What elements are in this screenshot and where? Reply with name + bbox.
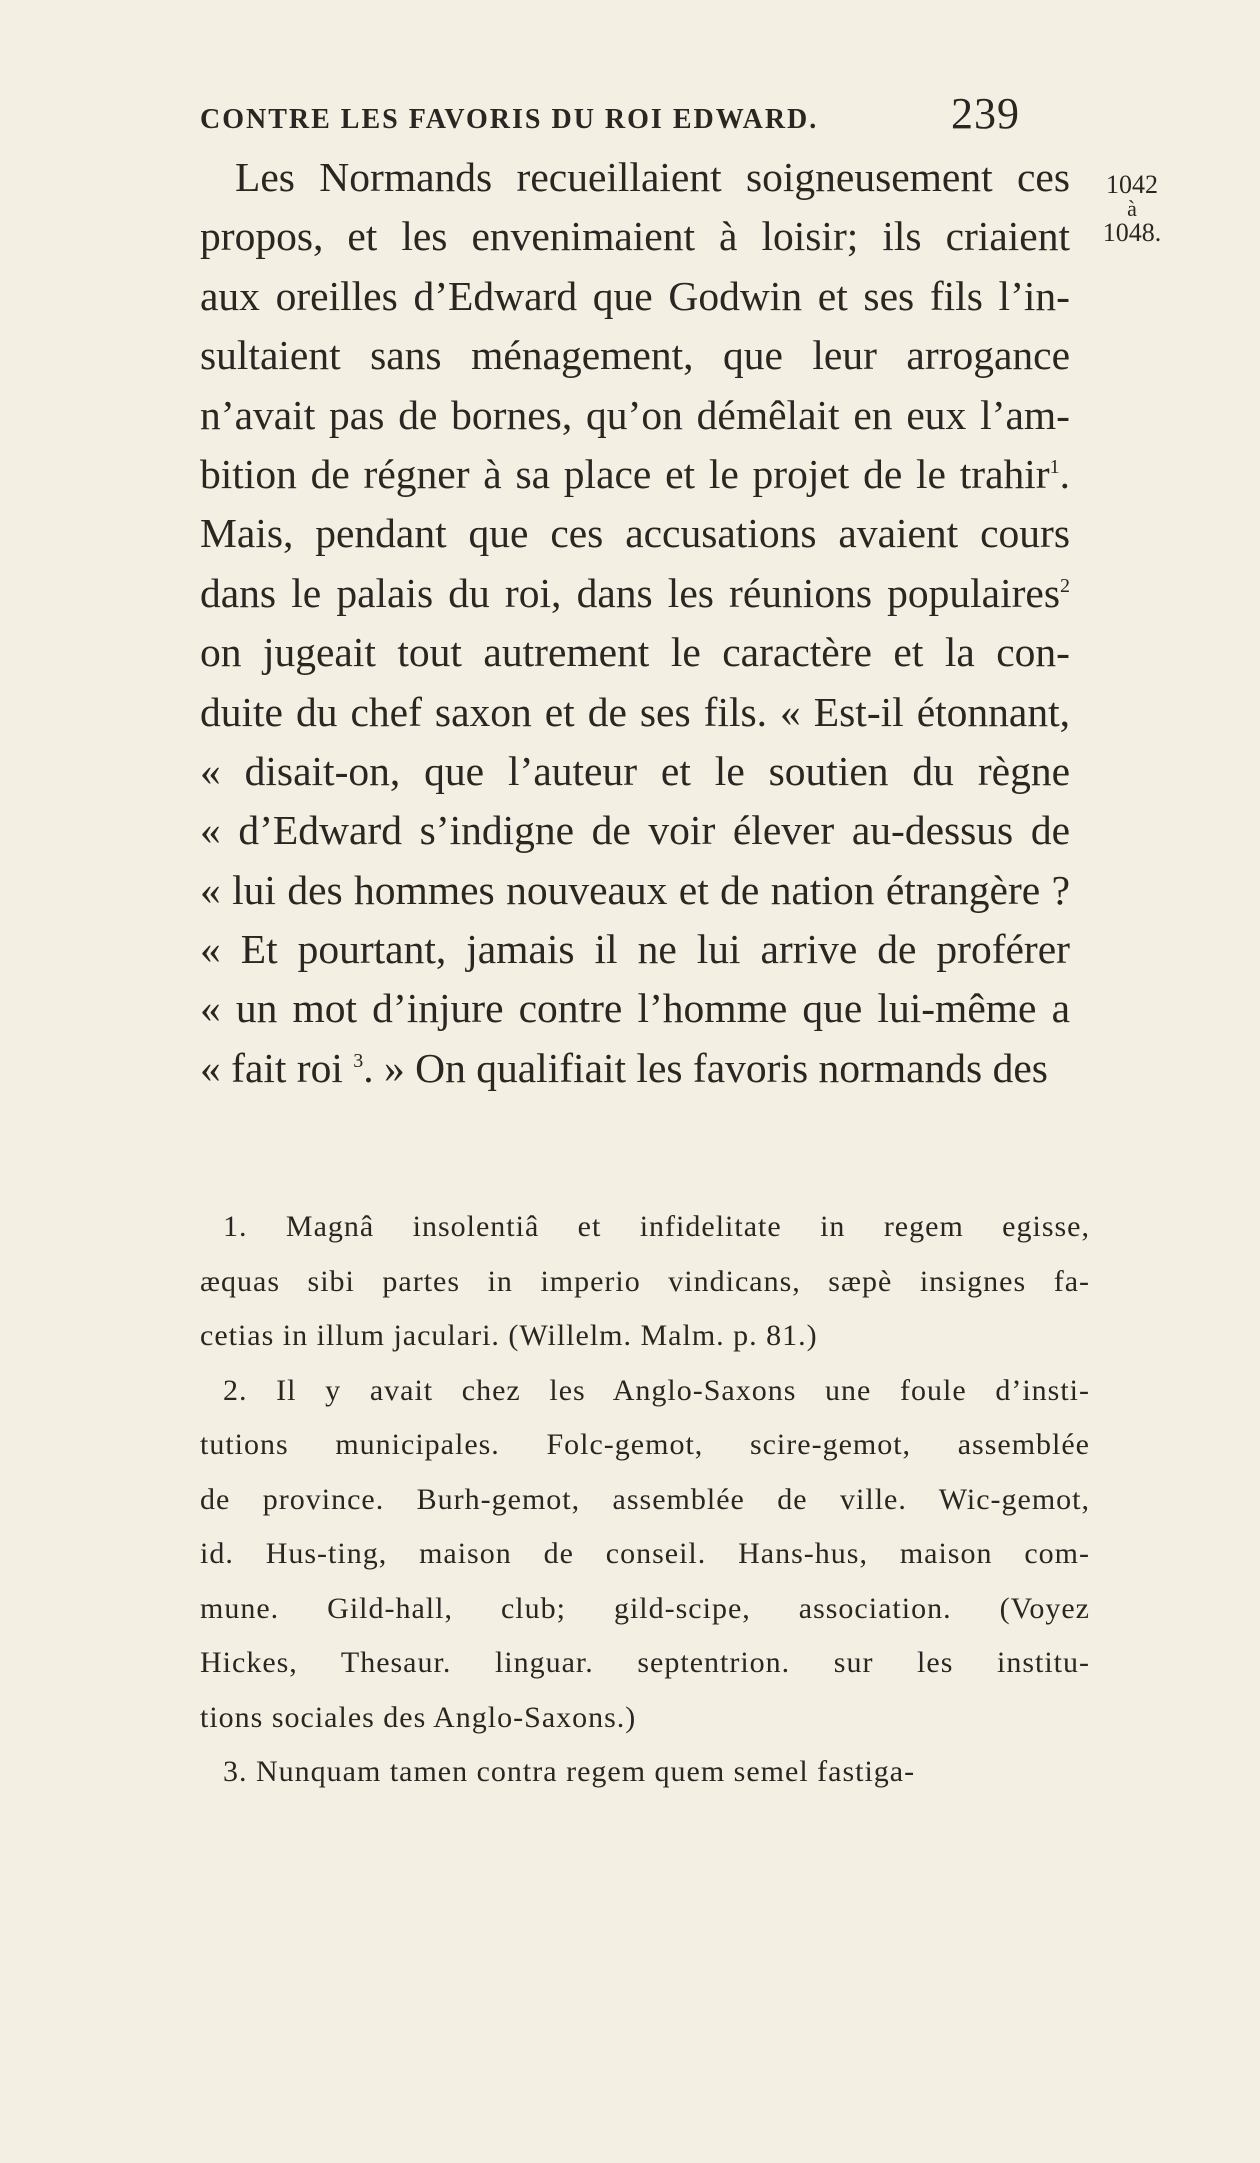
body-line: Les Normands recueillaient soigneusement ces [235, 154, 1070, 200]
body-line: on jugeait tout autrement le caractère et la con- [200, 629, 1070, 676]
body-line: aux oreilles d’Edward que Godwin et ses fils l’in- [200, 272, 1070, 319]
body-line: bition de régner à sa place et le projet de le trahir$^1$. [200, 450, 1070, 497]
body-line-text: « fait roi [200, 1044, 343, 1091]
body-line: sultaient sans ménagement, que leur arrogance [200, 332, 1070, 379]
body-line-text: . » On qualifiait les favoris normands des [363, 1044, 1048, 1091]
footnote-line: id. Hus-ting, maison de conseil. Hans-hus, maison com- [200, 1537, 1090, 1570]
footnote-line: cetias in illum jaculari. (Willelm. Malm. p. 81.) [200, 1319, 818, 1352]
footnote-line: 2. Il y avait chez les Anglo-Saxons une foule d’insti- [223, 1373, 1090, 1407]
body-line [200, 564, 1070, 623]
footnote-line: tutions municipales. Folc-gemot, scire-gemot, assemblée [200, 1428, 1090, 1461]
body-line [200, 1039, 1070, 1098]
body-line: « un mot d’injure contre l’homme que lui-même a [200, 985, 1070, 1032]
margin-date-start: 1042 [1106, 170, 1158, 199]
body-line: « lui des hommes nouveaux et de nation étrangère ? [200, 866, 1070, 913]
footnote-ref-1: 1 [1049, 456, 1060, 479]
footnote-line: Hickes, Thesaur. linguar. septentrion. sur les institu- [200, 1646, 1090, 1679]
body-line-text: bition de régner à sa place et le projet de le trahir [200, 450, 1050, 497]
footnote-line: de province. Burh-gemot, assemblée de ville. Wic-gemot, [200, 1482, 1090, 1516]
footnote-line: mune. Gild-hall, club; gild-scipe, association. (Voyez [200, 1591, 1090, 1625]
footnote-line: tions sociales des Anglo-Saxons.) [200, 1700, 637, 1734]
footnote-ref-3: 3 [353, 1050, 364, 1073]
body-line: propos, et les envenimaient à loisir; ils criaient [200, 213, 1070, 260]
margin-date-separator: à [1127, 196, 1137, 221]
page-number: 239 [951, 89, 1020, 138]
body-line: duite du chef saxon et de ses fils. « Est-il étonnant, [200, 688, 1070, 735]
body-line: « disait-on, que l’auteur et le soutien du règne [200, 747, 1070, 794]
body-line: « Et pourtant, jamais il ne lui arrive de proférer [200, 926, 1070, 973]
footnote-line: 1. Magnâ insolentiâ et infidelitate in regem egisse, [223, 1210, 1090, 1243]
main-text [200, 148, 1070, 1098]
footnote-line: æquas sibi partes in imperio vindicans, sæpè insignes fa- [200, 1264, 1090, 1298]
body-line-text: dans le palais du roi, dans les réunions populaires [200, 569, 1060, 616]
footnote-line: 3. Nunquam tamen contra regem quem semel fastiga- [223, 1755, 916, 1788]
running-head: CONTRE LES FAVORIS DU ROI EDWARD. [200, 104, 819, 135]
footnote-ref-2: 2 [1060, 574, 1070, 597]
page-header [200, 88, 1020, 139]
margin-date-end: 1048. [1102, 218, 1162, 247]
body-line: n’avait pas de bornes, qu’on démêlait en eux l’am- [200, 391, 1070, 438]
body-line: Mais, pendant que ces accusations avaient cours [200, 510, 1070, 557]
footnotes [200, 1200, 1090, 1800]
body-line: « d’Edward s’indigne de voir élever au-dessus de [200, 807, 1070, 854]
